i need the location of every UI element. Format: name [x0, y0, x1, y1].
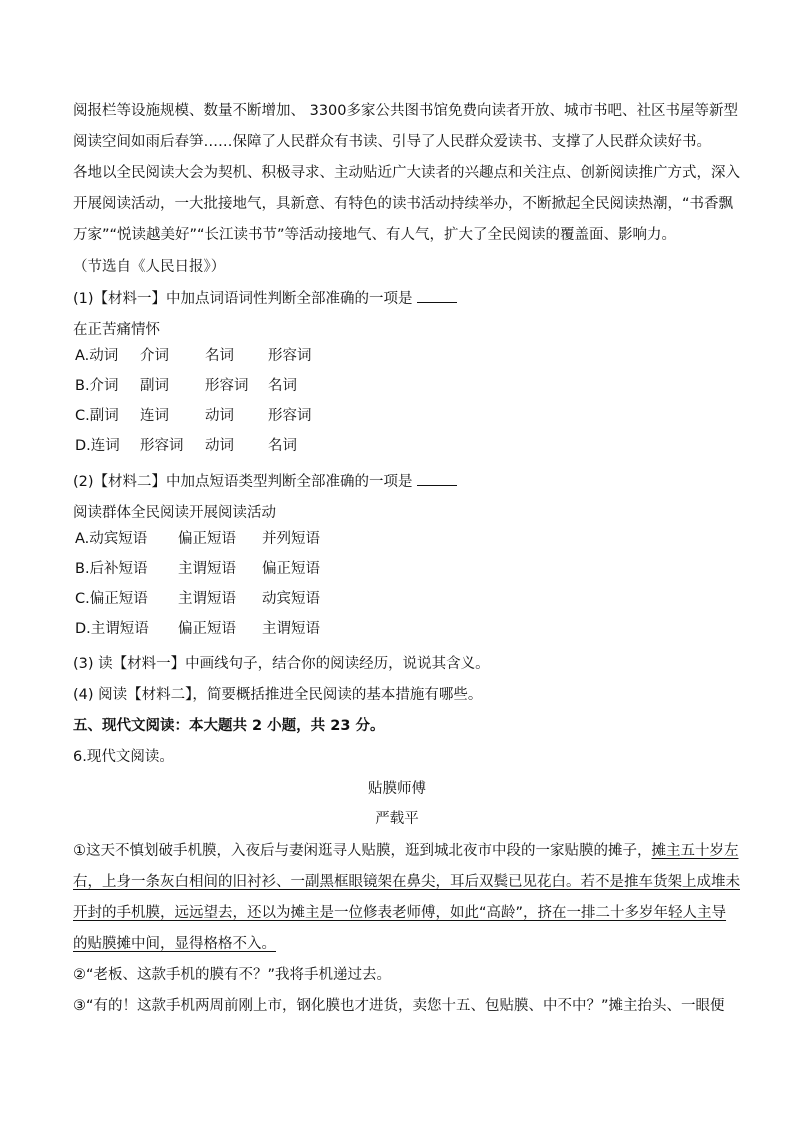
section-heading: 五、现代文阅读：本大题共 2 小题，共 23 分。	[73, 718, 385, 734]
option-c[interactable]: C.副词	[75, 408, 119, 424]
option-a[interactable]: A.动宾短语	[75, 531, 148, 547]
option-cell: 偏正短语	[262, 561, 320, 577]
question-2-stem	[73, 471, 457, 493]
option-cell: 偏正短语	[178, 531, 236, 547]
option-cell: 主谓短语	[178, 561, 236, 577]
option-row	[0, 345, 794, 367]
option-b[interactable]: B.介词	[75, 378, 119, 394]
option-a[interactable]: A.动词	[75, 348, 119, 364]
option-row	[0, 405, 794, 427]
passage-line: 阅报栏等设施规模、数量不断增加、 3300多家公共图书馆免费向读者开放、城市书吧、社区书屋等新型	[73, 103, 739, 119]
question-2-words: 阅读群体全民阅读开展阅读活动	[73, 505, 276, 521]
passage-line: 各地以全民阅读大会为契机、积极寻求、主动贴近广大读者的兴趣点和关注点、创新阅读推广方式，深入	[73, 165, 740, 181]
option-row	[0, 528, 794, 550]
paragraph-text: ①这天不慎划破手机膜，入夜后与妻闲逛寻人贴膜，逛到城北夜市中段的一家贴膜的摊子，	[73, 843, 652, 859]
underlined-text: 摊主五十岁左	[651, 843, 739, 859]
answer-blank	[417, 288, 457, 303]
underlined-line: 开封的手机膜，远远望去，还以为摊主是一位修表老师傅，如此“高龄”，挤在一排二十多岁年轻人主导	[73, 905, 727, 921]
option-cell: 形容词	[140, 438, 184, 454]
option-cell: 并列短语	[262, 531, 320, 547]
option-row	[0, 618, 794, 640]
article-paragraph	[73, 840, 739, 862]
option-row	[0, 375, 794, 397]
option-cell: 连词	[140, 408, 169, 424]
passage-line: 阅读空间如雨后春笋……保障了人民群众有书读、引导了人民群众爱读书、支撑了人民群众读好书。	[73, 134, 711, 150]
option-cell: 主谓短语	[262, 621, 320, 637]
question-1-words: 在正苦痛情怀	[73, 322, 160, 338]
question-1-stem	[73, 288, 457, 310]
passage-line: 开展阅读活动，一大批接地气，具新意、有特色的读书活动持续举办，不断掀起全民阅读热潮，“书香飘	[73, 196, 734, 212]
option-cell: 动词	[205, 408, 234, 424]
question-4: (4) 阅读【材料二】，简要概括推进全民阅读的基本措施有哪些。	[73, 687, 483, 703]
article-paragraph: ③“有的！这款手机两周前刚上市，钢化膜也才进货，卖您十五、包贴膜、中不中？”摊主抬头、一眼便	[73, 998, 725, 1014]
option-cell: 偏正短语	[178, 621, 236, 637]
option-cell: 名词	[205, 348, 234, 364]
option-row	[0, 588, 794, 610]
option-d[interactable]: D.主谓短语	[75, 621, 149, 637]
option-row	[0, 558, 794, 580]
option-cell: 动宾短语	[262, 591, 320, 607]
option-cell: 形容词	[268, 348, 312, 364]
question-stem-text: (1)【材料一】中加点词语词性判断全部准确的一项是	[73, 291, 413, 307]
option-row	[0, 435, 794, 457]
option-cell: 名词	[268, 378, 297, 394]
question-stem-text: (2)【材料二】中加点短语类型判断全部准确的一项是	[73, 474, 413, 490]
option-d[interactable]: D.连词	[75, 438, 120, 454]
option-cell: 形容词	[205, 378, 249, 394]
article-paragraph: ②“老板、这款手机的膜有不？”我将手机递过去。	[73, 967, 392, 983]
article-title: 贴膜师傅	[368, 781, 426, 797]
option-c[interactable]: C.偏正短语	[75, 591, 148, 607]
option-cell: 动词	[205, 438, 234, 454]
option-cell: 名词	[268, 438, 297, 454]
option-cell: 主谓短语	[178, 591, 236, 607]
source-note: （节选自《人民日报》）	[73, 259, 226, 275]
question-6: 6.现代文阅读。	[73, 749, 174, 765]
underlined-line: 的贴膜摊中间，显得格格不入。	[73, 936, 276, 952]
question-3: (3) 读【材料一】中画线句子，结合你的阅读经历，说说其含义。	[73, 656, 490, 672]
passage-line: 万家”“悦读越美好”“长江读书节”等活动接地气、有人气，扩大了全民阅读的覆盖面、影响力。	[73, 227, 677, 243]
answer-blank	[417, 471, 457, 486]
article-author: 严载平	[375, 811, 419, 827]
underlined-line: 右，上身一条灰白相间的旧衬衫、一副黑框眼镜架在鼻尖，耳后双鬓已见花白。若不是推车货架上成堆未	[73, 874, 740, 890]
option-cell: 介词	[140, 348, 169, 364]
option-b[interactable]: B.后补短语	[75, 561, 148, 577]
option-cell: 形容词	[268, 408, 312, 424]
option-cell: 副词	[140, 378, 169, 394]
